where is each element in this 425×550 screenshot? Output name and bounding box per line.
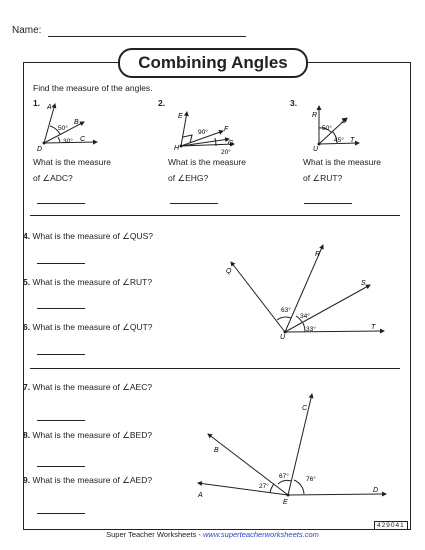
label-F: F (224, 126, 229, 133)
angle-value-45: 45° (334, 137, 344, 144)
label-A: A (198, 492, 203, 499)
name-label: Name: (12, 25, 42, 36)
label-D: D (373, 487, 379, 494)
label-R: R (312, 112, 318, 119)
angle-value-63: 63° (281, 307, 291, 314)
question-1-line2: of ∠ADC? (33, 173, 73, 183)
angle-value-76: 76° (306, 476, 316, 483)
question-3-line2: of ∠RUT? (303, 173, 343, 183)
label-Q: Q (226, 268, 232, 275)
footer-brand: Super Teacher Worksheets (106, 530, 197, 539)
label-G: G (228, 140, 234, 147)
label-U: U (280, 334, 286, 341)
label-B: B (74, 119, 79, 126)
label-B: B (214, 447, 219, 454)
footer-url[interactable]: www.superteacherworksheets.com (202, 530, 319, 539)
question-5: 5. What is the measure of ∠RUT? (23, 277, 153, 287)
angle-value-67: 67° (279, 473, 289, 480)
question-3-line1: What is the measure (303, 157, 381, 167)
angle-value-20: 20° (221, 149, 231, 156)
label-S: S (361, 280, 366, 287)
problem-1-number: 1. (33, 98, 41, 108)
label-T: T (371, 324, 376, 331)
angle-value-27: 27° (259, 483, 269, 490)
question-2-line2: of ∠EHG? (168, 173, 209, 183)
problem-3-number: 3. (290, 98, 298, 108)
worksheet-code: 429041 (374, 521, 408, 530)
angle-value-30: 30° (63, 138, 73, 145)
problem-2-number: 2. (158, 98, 166, 108)
label-U: U (313, 146, 319, 153)
footer: Super Teacher Worksheets - www.superteacherworksheets.com (106, 530, 319, 539)
angle-value-33: 33° (306, 326, 316, 333)
label-H: H (174, 145, 180, 152)
page-title: Combining Angles (118, 48, 308, 78)
angle-value-50: 50° (322, 125, 332, 132)
label-C: C (302, 405, 308, 412)
question-6: 6. What is the measure of ∠QUT? (23, 322, 153, 332)
label-C: C (80, 136, 86, 143)
label-E: E (283, 499, 288, 506)
label-R: R (315, 251, 321, 258)
question-8: 8. What is the measure of ∠BED? (23, 430, 153, 440)
label-E: E (178, 113, 183, 120)
angle-value-50: 50° (58, 125, 68, 132)
angle-value-90: 90° (198, 129, 208, 136)
angle-value-34: 34° (300, 313, 310, 320)
label-A: A (47, 104, 52, 111)
label-D: D (37, 146, 43, 153)
question-9: 9. What is the measure of ∠AED? (23, 475, 153, 485)
instructions: Find the measure of the angles. (33, 83, 153, 93)
question-2-line1: What is the measure (168, 157, 246, 167)
label-T: T (350, 137, 355, 144)
label-S: S (341, 118, 346, 125)
question-4: 4. What is the measure of ∠QUS? (23, 231, 153, 241)
question-7: 7. What is the measure of ∠AEC? (23, 382, 153, 392)
question-1-line1: What is the measure (33, 157, 111, 167)
